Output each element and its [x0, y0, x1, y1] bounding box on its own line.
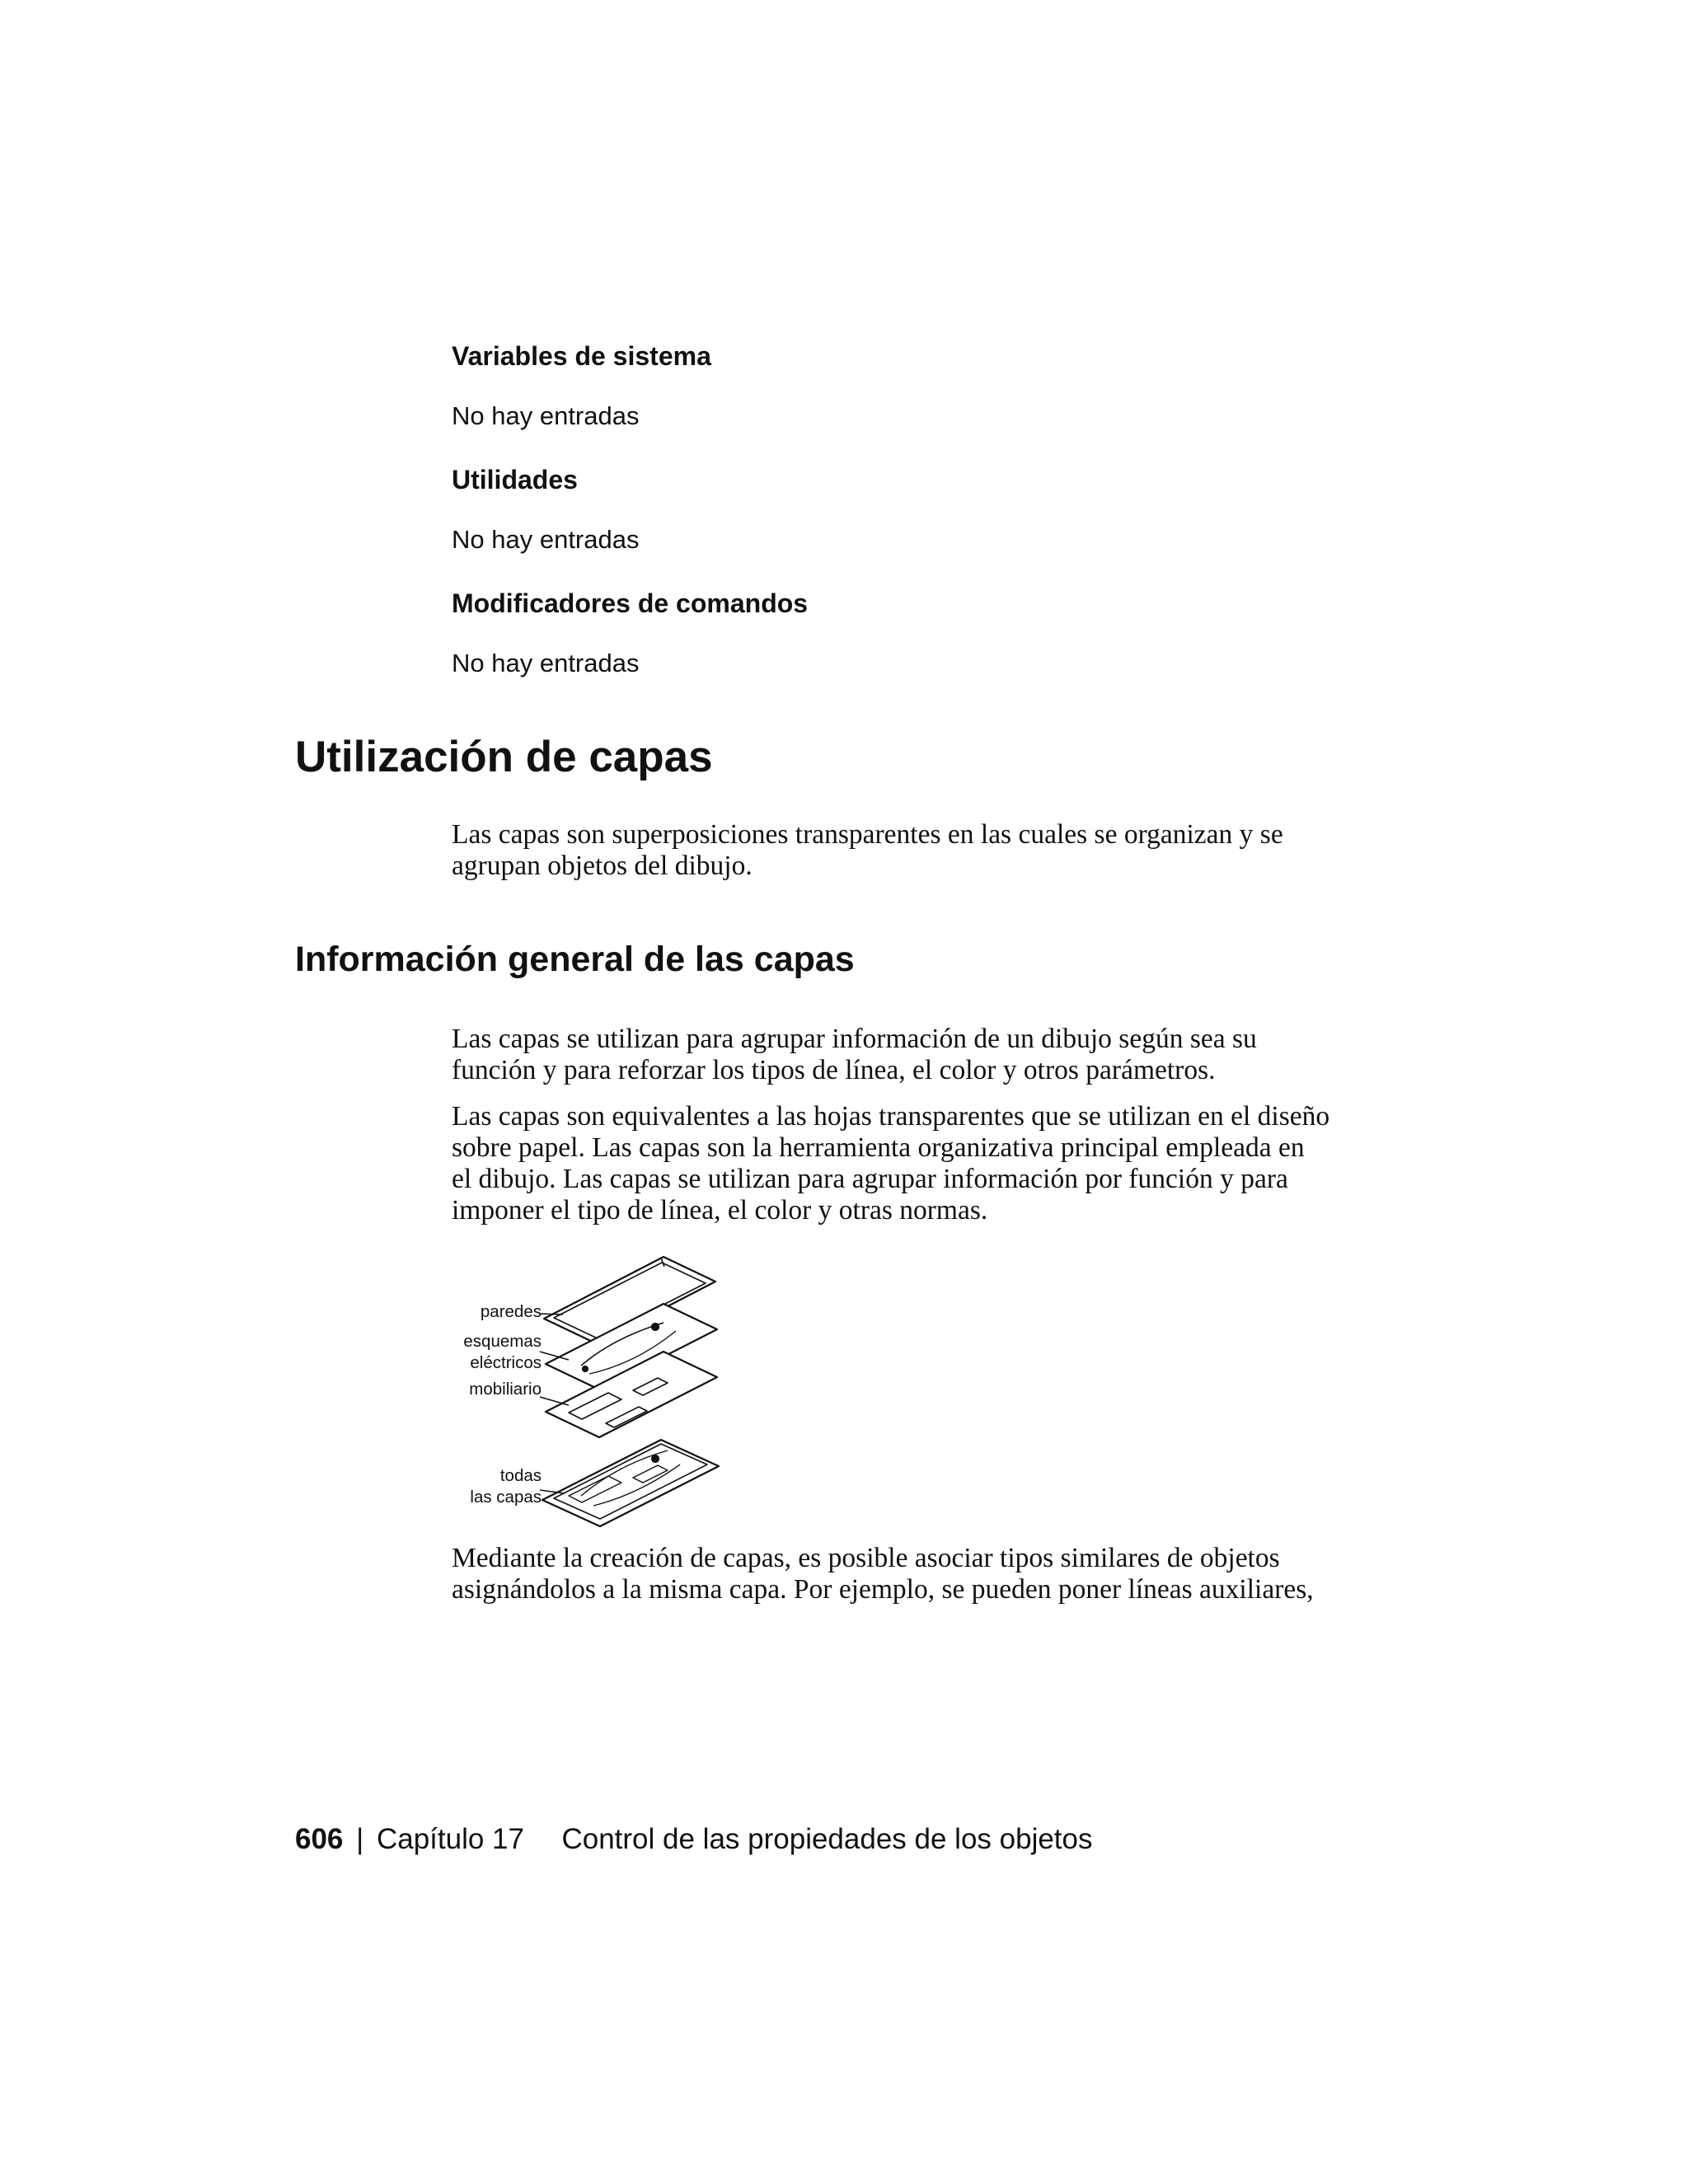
paragraph-line: imponer el tipo de línea, el color y otras normas.: [452, 1195, 988, 1226]
intro-line: Las capas son superposiciones transparentes en las cuales se organizan y se: [452, 819, 1283, 850]
intro-paragraph: [452, 819, 1342, 882]
heading-system-variables: Variables de sistema: [452, 341, 711, 371]
section-heading: Información general de las capas: [295, 940, 855, 979]
label-electricos: eléctricos: [470, 1353, 542, 1372]
label-paredes: paredes: [480, 1302, 542, 1321]
paragraph-line: función y para reforzar los tipos de línea, el color y otros parámetros.: [452, 1055, 1216, 1085]
paragraph-line: asignándolos a la misma capa. Por ejemplo, se pueden poner líneas auxiliares,: [452, 1574, 1314, 1605]
paragraph-line: Mediante la creación de capas, es posible asociar tipos similares de objetos: [452, 1543, 1280, 1573]
paragraph-1: [452, 1024, 1342, 1086]
paragraph-3: [452, 1543, 1342, 1605]
page-footer: [295, 1823, 1093, 1856]
footer-separator: |: [356, 1823, 364, 1855]
paragraph-line: Las capas se utilizan para agrupar información de un dibujo según sea su: [452, 1024, 1257, 1054]
command-modifiers-text: No hay entradas: [452, 649, 640, 677]
paragraph-2: [452, 1101, 1342, 1226]
chapter-number: Capítulo 17: [376, 1823, 524, 1855]
utilities-text: No hay entradas: [452, 525, 640, 554]
paragraph-line: sobre papel. Las capas son la herramienta organizativa principal empleada en: [452, 1132, 1305, 1163]
heading-utilities: Utilidades: [452, 465, 578, 494]
main-heading: Utilización de capas: [295, 733, 713, 781]
all-layers: [542, 1440, 719, 1526]
paragraph-line: el dibujo. Las capas se utilizan para agrupar información por función y para: [452, 1164, 1288, 1194]
paragraph-line: Las capas son equivalentes a las hojas transparentes que se utilizan en el diseño: [452, 1101, 1330, 1132]
layers-illustration: [445, 1249, 758, 1529]
page-number: 606: [295, 1823, 344, 1855]
intro-line: agrupan objetos del dibujo.: [452, 851, 753, 881]
label-esquemas: esquemas: [463, 1332, 542, 1351]
heading-command-modifiers: Modificadores de comandos: [452, 588, 809, 618]
label-mobiliario: mobiliario: [469, 1380, 542, 1399]
label-todas: todas: [499, 1466, 542, 1485]
chapter-title: Control de las propiedades de los objetos: [561, 1823, 1093, 1855]
label-las-capas: las capas: [470, 1488, 542, 1507]
system-variables-text: No hay entradas: [452, 401, 640, 430]
layers-figure: [445, 1249, 758, 1529]
